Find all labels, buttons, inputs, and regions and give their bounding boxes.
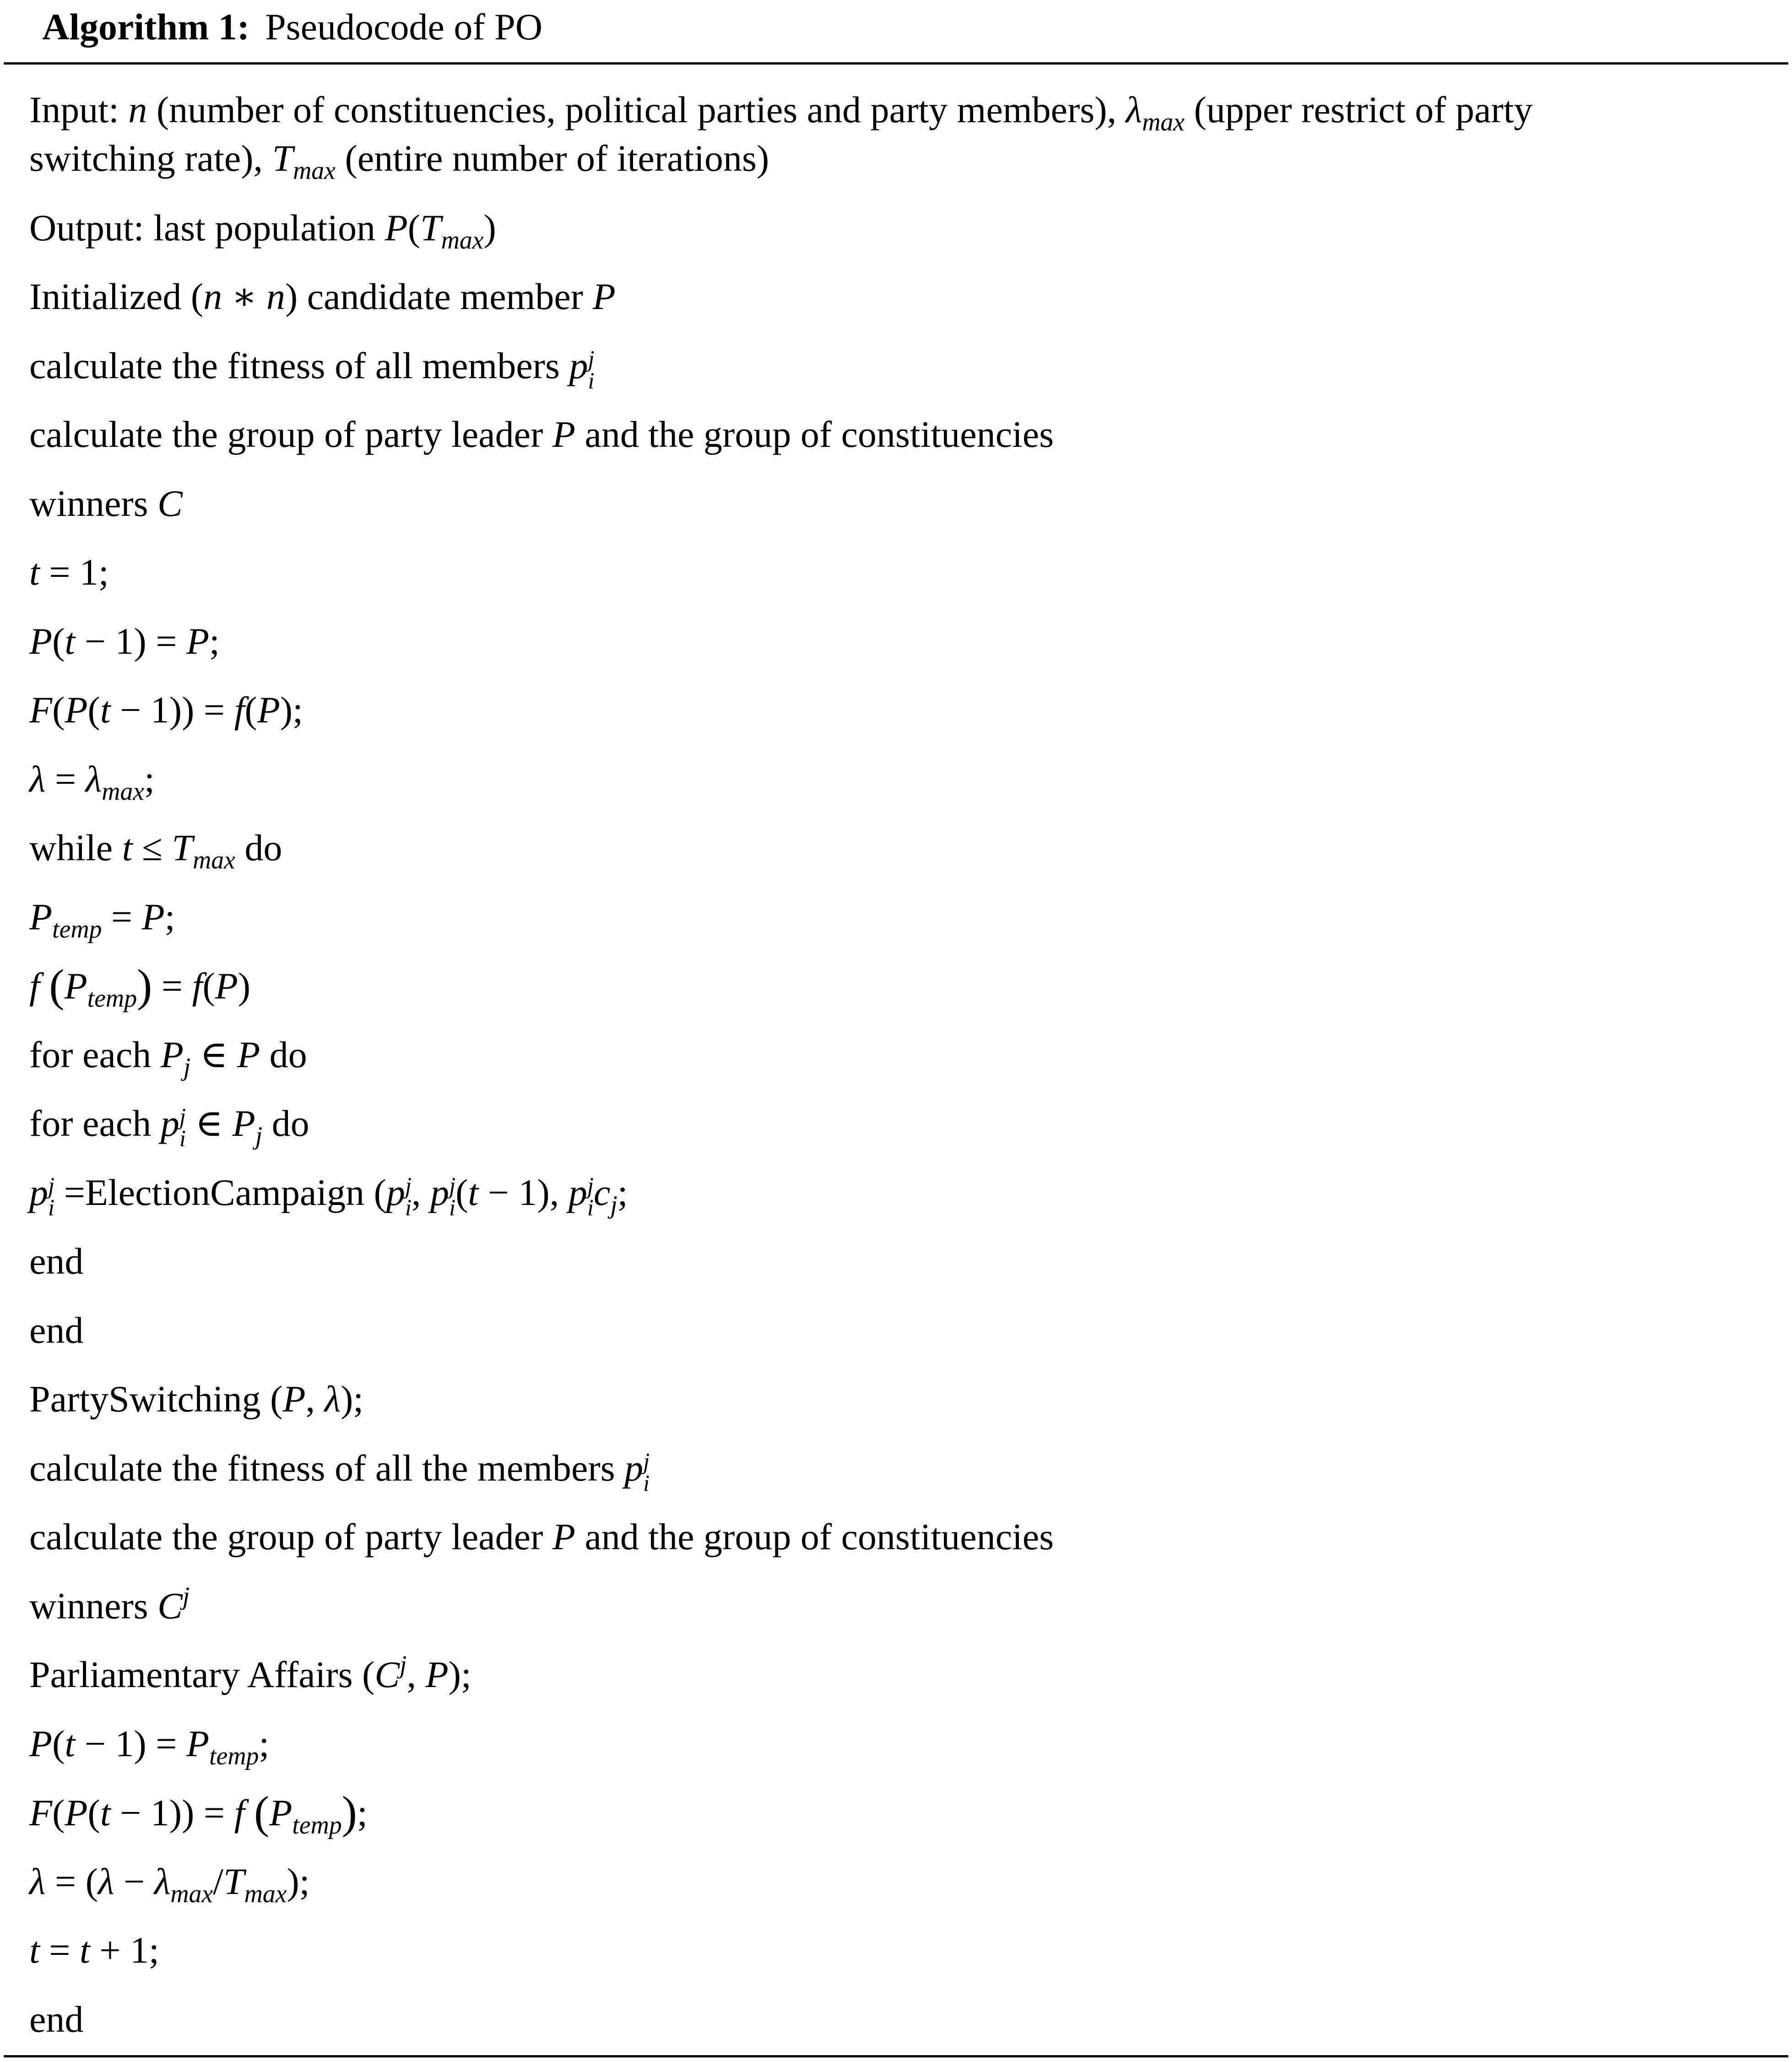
pseudocode-line-end-1: end xyxy=(29,1240,84,1282)
pseudocode-line-p-prev-temp: $P(t - 1) = P_{temp}$; xyxy=(29,1723,270,1770)
pseudocode-line-lambda-init: $\lambda = \lambda_{max}$; xyxy=(29,758,155,806)
pseudocode-line-parliamentary: Parliamentary Affairs ($C^j$, P); xyxy=(29,1650,471,1695)
pseudocode-line-winners-j: winners $C^j$ xyxy=(29,1582,190,1627)
pseudocode-line-fitness-all: calculate the fitness of all members p j i xyxy=(29,345,595,394)
pseudocode-line-f-prev-temp: F(P(t − 1)) = f $(P_{temp})$; xyxy=(29,1787,368,1840)
algorithm-caption xyxy=(42,0,542,54)
pseudocode-line-init: Initialized (n ∗ n) candidate member P xyxy=(29,276,616,317)
pseudocode-line-t-increment: t = t + 1; xyxy=(29,1929,159,1971)
pseudocode-line-f-prev: F(P(t − 1)) = f(P); xyxy=(29,689,303,731)
bottom-rule xyxy=(4,2055,1788,2057)
pseudocode-line-party-switching: PartySwitching (P, λ); xyxy=(29,1378,364,1420)
pseudocode-line-p-prev: P(t − 1) = P; xyxy=(29,620,220,662)
pseudocode-line-end-2: end xyxy=(29,1309,84,1351)
pseudocode-line-group-leader-2: calculate the group of party leader P and the group of constituencies xyxy=(29,1516,1054,1557)
pseudocode-line-election: p j i =ElectionCampaign (p j i , p j i (t − 1), p j i $c_j$; xyxy=(29,1172,628,1221)
pseudocode-line-input-1: Input: n (number of constituencies, political parties and party members), $\lambda_{max}$ (upper restrict of party xyxy=(29,89,1533,136)
pseudocode-line-f-temp: f $(P_{temp}) = f(P)$ xyxy=(29,960,251,1013)
pseudocode-line-t-init: t = 1; xyxy=(29,551,109,593)
pseudocode-line-p-temp: $P_{temp} = P$; xyxy=(29,896,175,944)
top-rule xyxy=(4,62,1788,65)
pseudocode-line-input-2: switching rate), $T_{max}$ (entire number of iterations) xyxy=(29,137,769,185)
pseudocode-line-for-member: for each p j i ∈ $P_j$ do xyxy=(29,1102,309,1151)
algorithm-label: Algorithm 1: xyxy=(42,6,250,48)
pseudocode-line-winners: winners C xyxy=(29,483,183,524)
pseudocode-line-output: Output: last population $P(T_{max})$ xyxy=(29,207,496,255)
pseudocode-line-while: while $t \le T_{max}$ do xyxy=(29,827,282,874)
algorithm-title: Pseudocode of PO xyxy=(265,6,543,48)
pseudocode-line-lambda-update: $\lambda = (\lambda - \lambda_{max}/T_{max})$; xyxy=(29,1861,310,1908)
pseudocode-line-for-party: for each $P_j$ ∈ P do xyxy=(29,1034,307,1081)
pseudocode-line-group-leader: calculate the group of party leader P and the group of constituencies xyxy=(29,413,1054,455)
pseudocode-line-end-3: end xyxy=(29,1998,84,2040)
pseudocode-line-fitness-all-the: calculate the fitness of all the members p j i xyxy=(29,1447,650,1496)
